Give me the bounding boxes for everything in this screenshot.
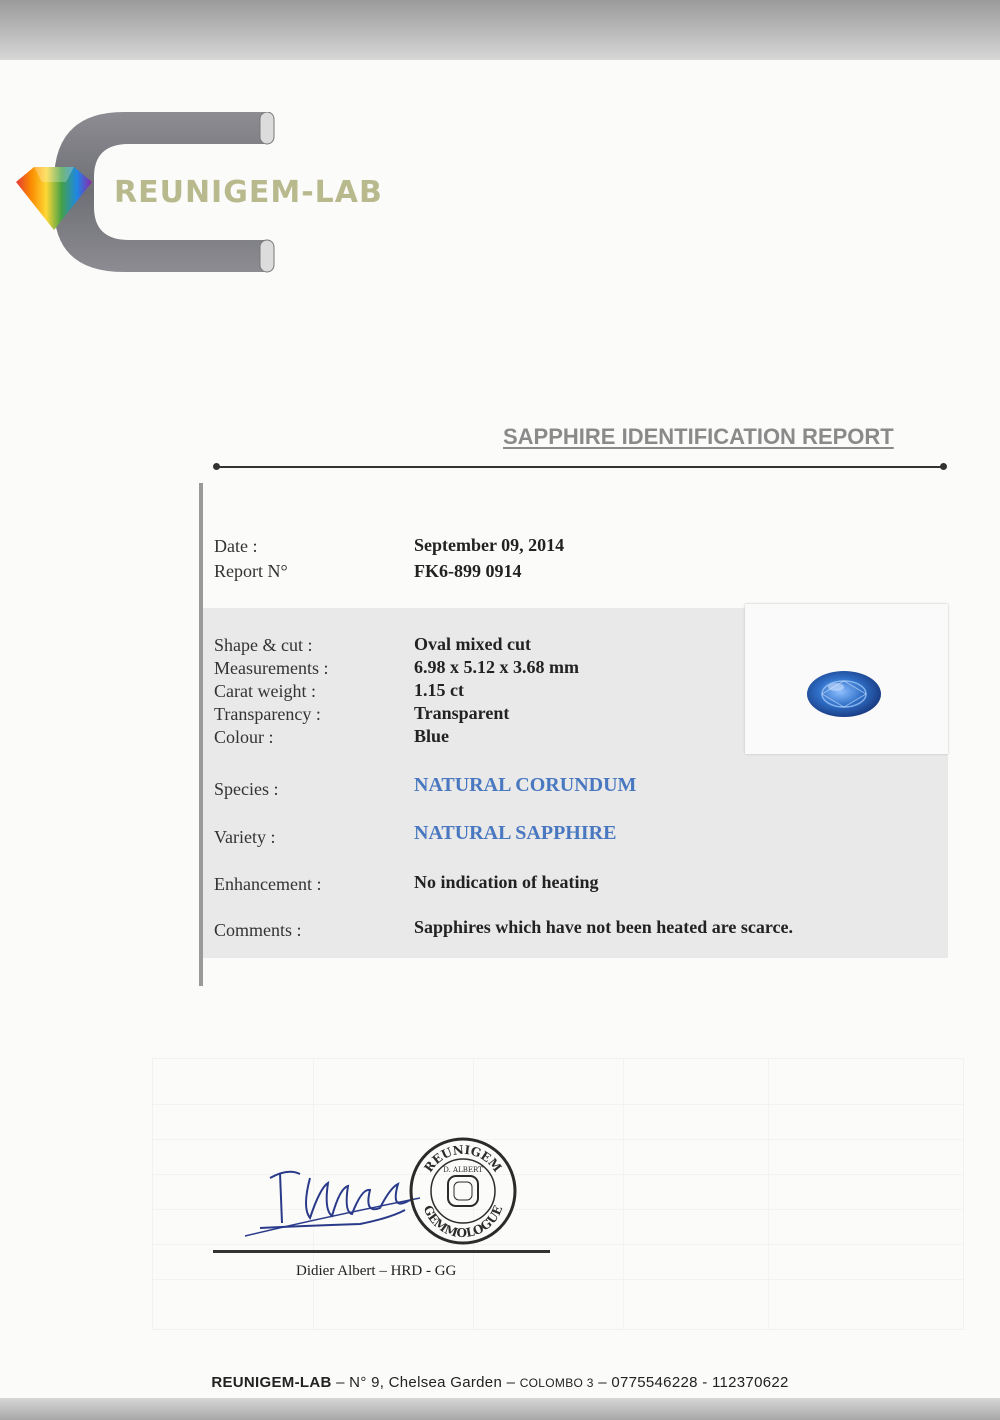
report-title: SAPPHIRE IDENTIFICATION REPORT — [503, 424, 894, 449]
scan-top-edge — [0, 0, 1000, 60]
seal-bottom-text: GEMMOLOGUE — [420, 1203, 506, 1241]
species-label: Species : — [214, 779, 279, 799]
species-value: NATURAL CORUNDUM — [414, 774, 637, 796]
report-number-value: FK6-899 0914 — [414, 561, 522, 581]
footer-company: REUNIGEM-LAB — [211, 1374, 332, 1391]
seal-middle-text: D. ALBERT — [443, 1166, 483, 1174]
scan-bottom-edge — [0, 1398, 1000, 1420]
carat-weight-value: 1.15 ct — [414, 680, 464, 700]
logo-wordmark: REUNIGEM-LAB — [114, 175, 383, 210]
carat-weight-label: Carat weight : — [214, 681, 316, 701]
date-value: September 09, 2014 — [414, 535, 565, 555]
footer-phones: – 0775546228 - 112370622 — [593, 1374, 789, 1391]
comments-value: Sapphires which have not been heated are scarce. — [414, 917, 794, 937]
seal-top-text: REUNIGEM — [421, 1142, 505, 1175]
colour-value: Blue — [414, 726, 450, 746]
enhancement-value: No indication of heating — [414, 872, 599, 892]
variety-value: NATURAL SAPPHIRE — [414, 822, 617, 844]
signature-rule — [213, 1250, 550, 1253]
shape-cut-value: Oval mixed cut — [414, 634, 531, 654]
footer-street: – N° 9, Chelsea Garden – — [331, 1374, 520, 1391]
transparency-label: Transparency : — [214, 704, 321, 724]
shape-cut-label: Shape & cut : — [214, 635, 313, 655]
title-rule — [216, 466, 944, 468]
colour-label: Colour : — [214, 727, 274, 747]
transparency-value: Transparent — [414, 703, 510, 723]
comments-label: Comments : — [214, 920, 302, 940]
measurements-value: 6.98 x 5.12 x 3.68 mm — [414, 657, 579, 677]
measurements-label: Measurements : — [214, 658, 329, 678]
sapphire-photo — [806, 670, 882, 718]
report-number-label: Report N° — [214, 561, 288, 581]
footer-city: COLOMBO 3 — [519, 1376, 594, 1390]
variety-label: Variety : — [214, 827, 276, 847]
signer-name: Didier Albert – HRD - GG — [296, 1263, 457, 1279]
footer-address — [0, 1374, 1000, 1391]
enhancement-label: Enhancement : — [214, 874, 322, 894]
date-label: Date : — [214, 536, 258, 556]
gemmologist-seal — [408, 1136, 518, 1246]
